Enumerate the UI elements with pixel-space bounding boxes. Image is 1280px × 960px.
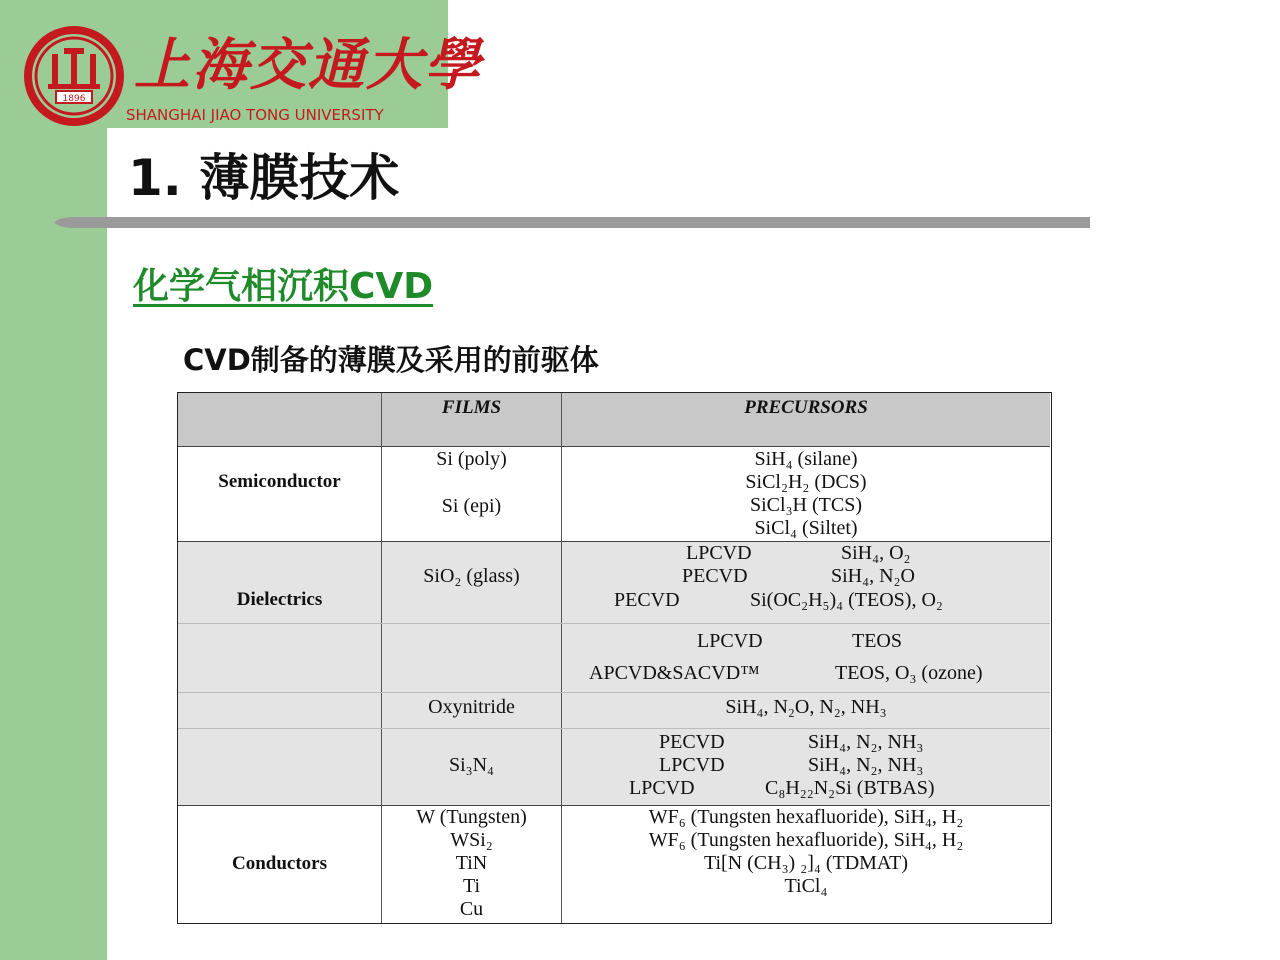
precursor-wf6-1: WF₆ (Tungsten hexafluoride), SiH₄, H₂ (648, 806, 964, 828)
dielectrics-sio2-block (178, 541, 1050, 624)
precursor-oxynitride: SiH₄, N₂O, N₂, NH₃ (725, 696, 887, 718)
film-wsi2: WSi₂ (450, 829, 493, 851)
method: APCVD&SACVD™ (589, 662, 760, 684)
film-cu: Cu (459, 898, 484, 920)
precursor-dcs: SiCl₂H₂ (DCS) (745, 471, 867, 493)
precursor-siltet: SiCl₄ (Siltet) (754, 517, 858, 539)
precursor: SiH₄, N₂, NH₃ (808, 754, 924, 776)
film-tungsten: W (Tungsten) (416, 806, 527, 828)
precursors-cell (561, 693, 1050, 729)
logo-english-name: SHANGHAI JIAO TONG UNIVERSITY (126, 106, 384, 124)
header-cell-empty (178, 393, 381, 446)
film-sio2: SiO₂ (glass) (423, 565, 520, 587)
method: LPCVD (659, 754, 725, 776)
slide-title: 1. 薄膜技术 (128, 149, 400, 207)
category-cell (178, 693, 381, 729)
title-divider (54, 217, 1090, 228)
precursor: C₈H₂₂N₂Si (BTBAS) (765, 777, 935, 799)
film-si-epi: Si (epi) (441, 495, 502, 517)
precursor-wf6-2: WF₆ (Tungsten hexafluoride), SiH₄, H₂ (648, 829, 964, 851)
semiconductor-group (178, 446, 1050, 542)
category-semiconductor: Semiconductor (218, 471, 341, 492)
precursors-cell (561, 806, 1050, 923)
logo-chinese-name: 上海交通大學 (134, 32, 482, 98)
films-cell (381, 693, 561, 729)
films-cell (381, 624, 561, 693)
table-caption: CVD制备的薄膜及采用的前驱体 (183, 343, 599, 377)
precursors-cell (561, 624, 1050, 693)
nitride-block (178, 728, 1050, 806)
seal-year: 1896 (62, 94, 86, 104)
precursor-tcs: SiCl₃H (TCS) (750, 494, 862, 516)
category-cell (178, 447, 381, 542)
category-cell (178, 806, 381, 923)
precursor-ticl4: TiCl₄ (784, 875, 828, 897)
precursors-cell (561, 447, 1050, 542)
precursor: Si(OC₂H₅)₄ (TEOS), O₂ (750, 589, 943, 611)
header-precursors: PRECURSORS (561, 393, 1050, 446)
category-cell (178, 729, 381, 806)
conductors-group (178, 805, 1050, 923)
category-cell (178, 542, 381, 624)
films-cell (381, 806, 561, 923)
method: LPCVD (697, 630, 763, 652)
precursors-cell (561, 729, 1050, 806)
precursor-silane: SiH₄ (silane) (754, 448, 858, 470)
section-subtitle: 化学气相沉积CVD (133, 266, 434, 307)
films-cell (381, 729, 561, 806)
films-cell (381, 542, 561, 624)
precursor: SiH₄, N₂O (831, 565, 915, 587)
films-cell (381, 447, 561, 542)
film-ti: Ti (462, 875, 481, 897)
header-films: FILMS (381, 393, 561, 446)
precursor-tdmat: Ti[N (CH₃) ₂]₄ (TDMAT) (703, 852, 909, 874)
precursor: SiH₄, N₂, NH₃ (808, 731, 924, 753)
precursor: SiH₄, O₂ (841, 542, 911, 564)
film-si3n4: Si₃N₄ (448, 754, 495, 776)
oxynitride-row (178, 692, 1050, 729)
film-oxynitride: Oxynitride (428, 696, 515, 718)
category-cell (178, 624, 381, 693)
cvd-table (177, 392, 1052, 924)
method: PECVD (614, 589, 680, 611)
category-conductors: Conductors (231, 853, 327, 874)
method: PECVD (659, 731, 725, 753)
precursor: TEOS, O₃ (ozone) (835, 662, 983, 684)
table-header-row (178, 393, 1050, 446)
film-si-poly: Si (poly) (436, 448, 507, 470)
dielectrics-teos-block (178, 623, 1050, 693)
university-seal-icon (22, 24, 126, 128)
method: LPCVD (686, 542, 752, 564)
film-tin: TiN (455, 852, 488, 874)
university-logo (22, 24, 482, 134)
method: LPCVD (629, 777, 695, 799)
precursor: TEOS (852, 630, 902, 652)
left-sidebar-band (0, 0, 107, 960)
method: PECVD (682, 565, 748, 587)
category-dielectrics: Dielectrics (236, 589, 323, 610)
precursors-cell (561, 542, 1050, 624)
